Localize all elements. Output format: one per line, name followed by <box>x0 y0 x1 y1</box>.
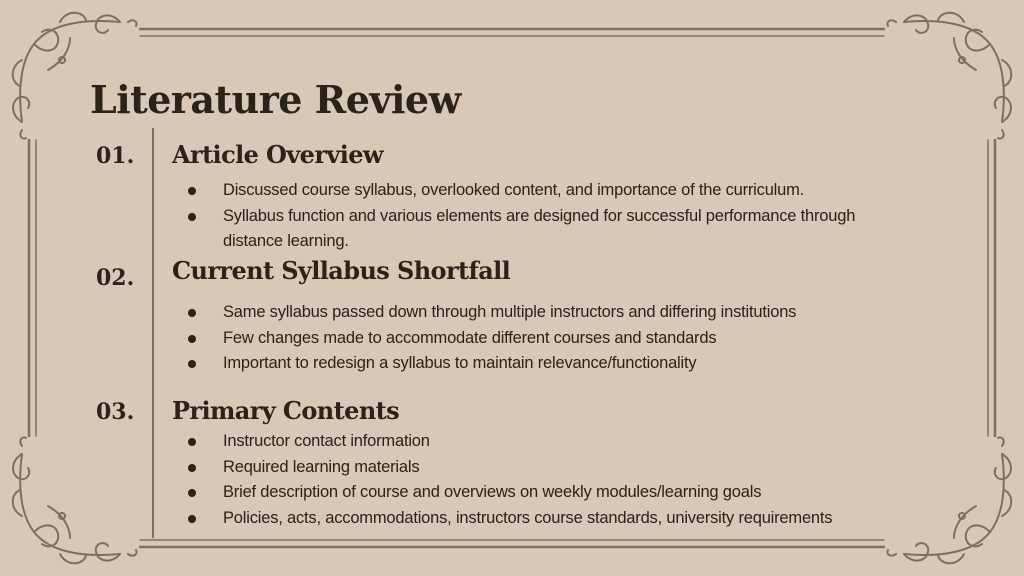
bullet-dot-icon <box>188 489 196 497</box>
section-number-01: 01. <box>96 143 135 169</box>
list-item: Syllabus function and various elements are designed for successful performance through distance learning. <box>186 204 926 255</box>
bullet-dot-icon <box>188 309 196 317</box>
bullet-dot-icon <box>188 187 196 195</box>
bullet-dot-icon <box>188 213 196 221</box>
section-bullets-01 <box>186 178 926 255</box>
section-heading-current-syllabus-shortfall: Current Syllabus Shortfall <box>172 256 511 285</box>
list-item: Important to redesign a syllabus to maintain relevance/functionality <box>186 351 926 377</box>
list-item: Brief description of course and overviews on weekly modules/learning goals <box>186 480 926 506</box>
page-title: Literature Review <box>90 77 461 122</box>
list-item: Discussed course syllabus, overlooked content, and importance of the curriculum. <box>186 178 926 204</box>
section-heading-primary-contents: Primary Contents <box>172 396 400 425</box>
section-number-03: 03. <box>96 399 135 425</box>
list-item: Policies, acts, accommodations, instructors course standards, university requirements <box>186 506 926 532</box>
section-number-02: 02. <box>96 265 135 291</box>
bullet-dot-icon <box>188 515 196 523</box>
list-item: Same syllabus passed down through multiple instructors and differing institutions <box>186 300 926 326</box>
bullet-dot-icon <box>188 438 196 446</box>
bullet-dot-icon <box>188 464 196 472</box>
bullet-dot-icon <box>188 360 196 368</box>
bullet-dot-icon <box>188 335 196 343</box>
list-item: Few changes made to accommodate different courses and standards <box>186 326 926 352</box>
vertical-divider <box>152 128 154 538</box>
list-item: Instructor contact information <box>186 429 926 455</box>
section-heading-article-overview: Article Overview <box>172 140 383 169</box>
section-bullets-02 <box>186 300 926 377</box>
section-bullets-03 <box>186 429 926 531</box>
list-item: Required learning materials <box>186 455 926 481</box>
